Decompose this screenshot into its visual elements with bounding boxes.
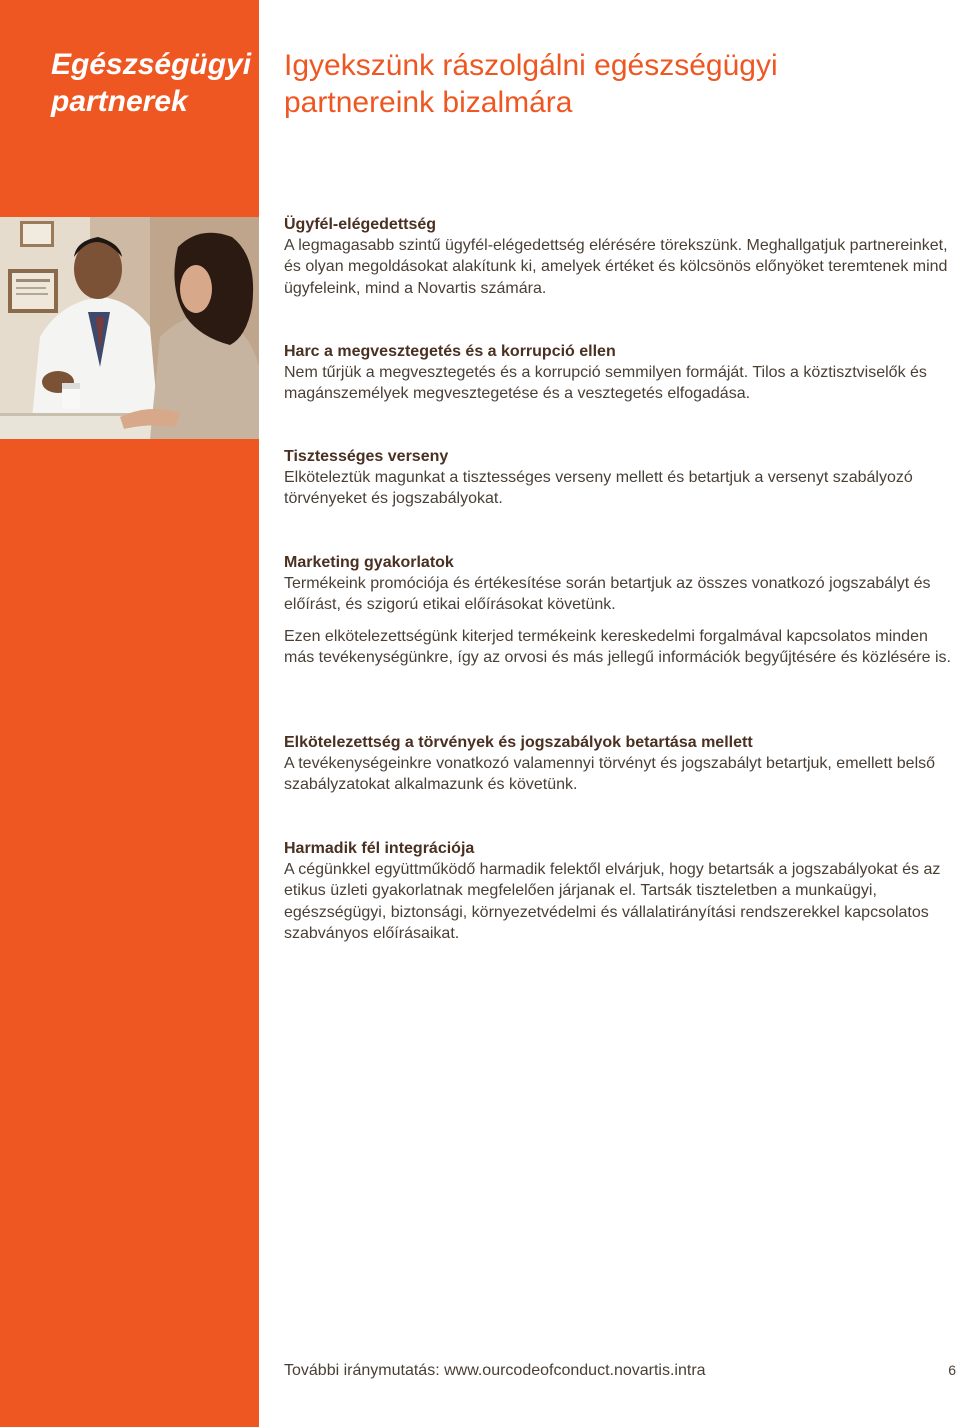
section-anti-bribery: [284, 341, 960, 405]
section-paragraph: Elköteleztük magunkat a tisztességes verseny mellett és betartjuk a versenyt szabályozó törvényeket és jogszabályokat.: [284, 469, 913, 508]
section-customer-satisfaction: [284, 214, 960, 299]
sidebar-band: [0, 0, 259, 1427]
section-paragraph: A tevékenységeinkre vonatkozó valamennyi törvényt és jogszabályt betartjuk, emellett belső szabályzatokat alkalmazunk és követünk.: [284, 755, 936, 794]
section-paragraph: Nem tűrjük a megvesztegetés és a korrupció semmilyen formáját. Tilos a köztisztviselők és magánszemélyek megvesztegetése és a vesztegetés elfogadása.: [284, 364, 927, 403]
photo-pharmacist-customer: [0, 217, 259, 439]
section-heading: Elkötelezettség a törvények és jogszabályok betartása mellett: [284, 734, 753, 751]
section-heading: Harc a megvesztegetés és a korrupció ellen: [284, 343, 616, 360]
section-heading: Marketing gyakorlatok: [284, 554, 454, 571]
section-marketing-practices: [284, 552, 960, 668]
section-paragraph: Termékeink promóciója és értékesítése során betartjuk az összes vonatkozó jogszabályt és előírást, és szigorú etikai előírásokat követünk.: [284, 575, 931, 614]
sidebar-title: Egészségügyi partnerek: [51, 48, 252, 118]
section-heading: Ügyfél-elégedettség: [284, 216, 437, 233]
section-heading: Harmadik fél integrációja: [284, 840, 475, 857]
section-paragraph: Ezen elkötelezettségünk kiterjed termékeink kereskedelmi forgalmával kapcsolatos minden más tevékenységünkre, így az orvosi és más jellegű információk begyűjtésére és közlésére is.: [284, 627, 951, 666]
section-heading: Tisztességes verseny: [284, 448, 449, 465]
section-third-party-integration: [284, 838, 960, 944]
page-number: 6: [948, 1362, 956, 1378]
section-fair-competition: [284, 446, 960, 510]
page-title: Igyekszünk rászolgálni egészségügyi partnereink bizalmára: [284, 49, 778, 119]
footer-guidance-link[interactable]: További iránymutatás: www.ourcodeofconduct.novartis.intra: [284, 1362, 706, 1379]
section-legal-compliance: [284, 732, 960, 796]
section-paragraph: A cégünkkel együttműködő harmadik felektől elvárjuk, hogy betartsák a jogszabályokat és az etikus üzleti gyakorlatnak megfelelően járjanak el. Tartsák tiszteletben a munkaügyi, egészségügyi, biztonsági, környezetvédelmi és vállalatirányítási rendszerekkel kapcsolatos szabványos előírásaikat.: [284, 861, 941, 942]
section-paragraph: A legmagasabb szintű ügyfél-elégedettség elérésére törekszünk. Meghallgatjuk partnereinket, és olyan megoldásokat alakítunk ki, amelyek értéket és kölcsönös előnyöket teremtenek mind ügyfeleink, mind a Novartis számára.: [284, 237, 948, 297]
